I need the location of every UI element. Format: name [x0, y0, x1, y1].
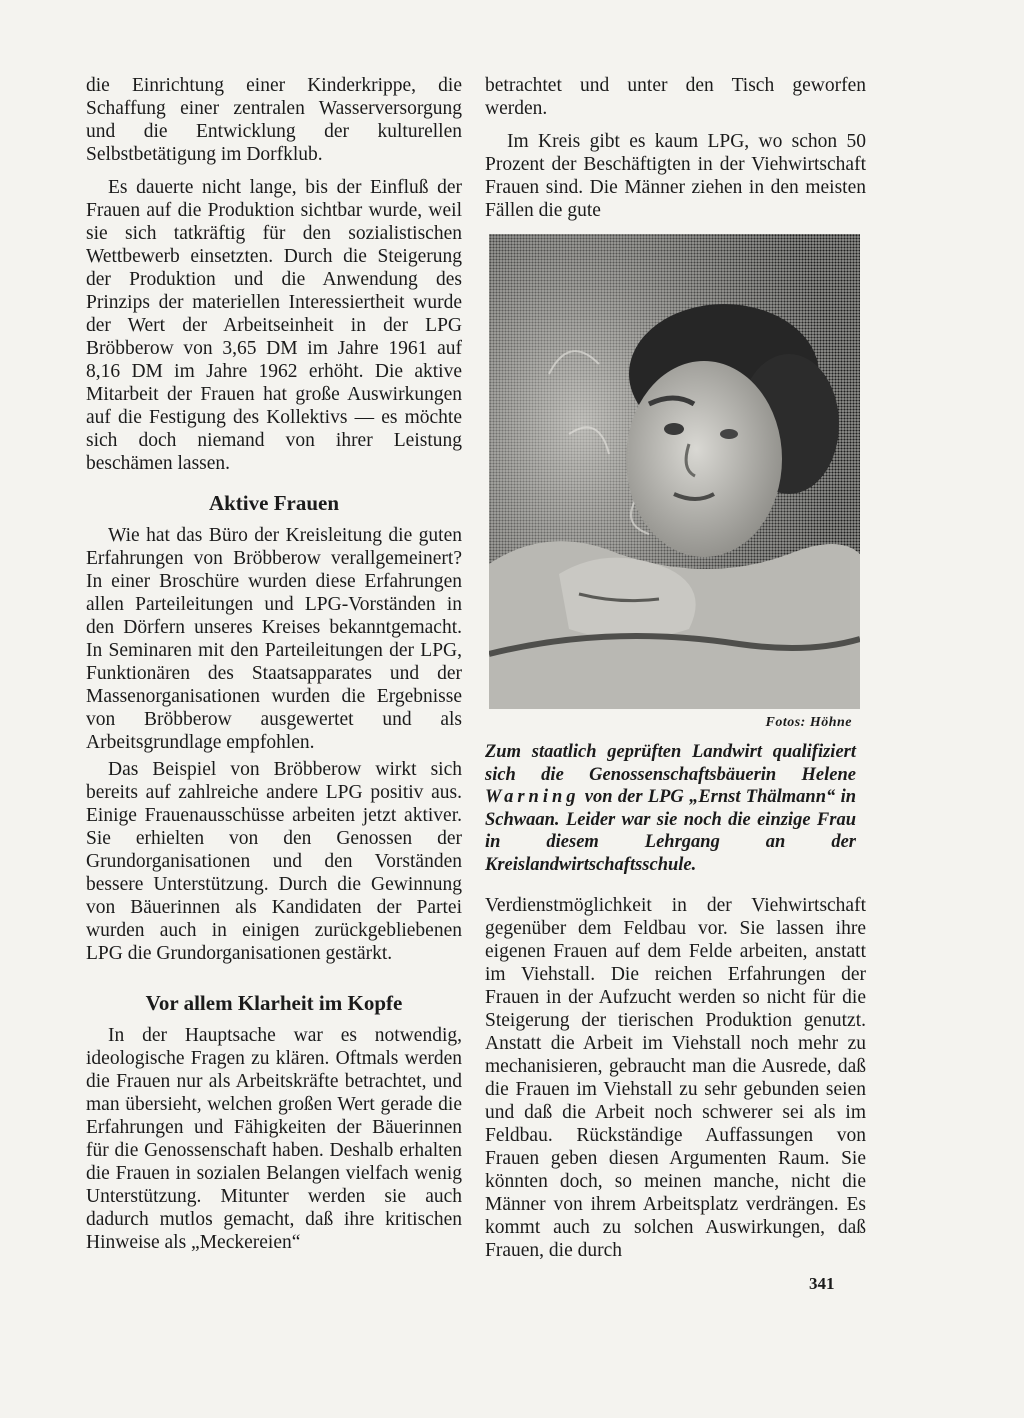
right-column: [485, 74, 866, 1272]
paragraph-beispiel: Das Beispiel von Bröbberow wirkt sich bereits auf zahlreiche andere LPG positiv aus. Einige Frauenausschüsse arbeiten jetzt aktiver. Sie erhielten von den Genossen der Grundorganisationen und den Vorständen bessere Unterstützung. Durch die Gewinnung von Bäuerinnen als Kandidaten der Partei wurden auch in einigen zurückgebliebenen LPG die Grundorganisationen gestärkt.: [86, 759, 462, 964]
portrait-illustration: [489, 234, 860, 709]
paragraph-hauptsache: In der Hauptsache war es notwendig, ideologische Fragen zu klären. Oftmals werden die Frauen nur als Arbeitskräfte betrachtet, und man übersieht, welchen großen Wert gerade die Erfahrungen und Fähigkeiten der Bäuerinnen für die Genossenschaft haben. Deshalb erhalten die Frauen in sozialen Belangen vielfach wenig Unterstützung. Mitunter werden sie auch dadurch mutlos gemacht, daß ihre kritischen Hinweise als „Meckereien“: [86, 1025, 462, 1253]
paragraph-continued: betrachtet und unter den Tisch geworfen werden.: [485, 75, 866, 119]
photo-caption: [485, 741, 856, 876]
heading-aktive-frauen: Aktive Frauen: [208, 491, 340, 515]
paragraph-einfluss: Es dauerte nicht lange, bis der Einfluß der Frauen auf die Produktion sichtbar wurde, weil sie sich tatkräftig für den sozialistischen Wettbewerb einsetzten. Durch die Steigerung der Produktion und die Anwendung des Prinzips der materiellen Interessiertheit wurde der Wert der Arbeitseinheit in der LPG Bröbberow von 3,65 DM im Jahre 1961 auf 8,16 DM im Jahre 1962 erhöht. Die aktive Mitarbeit der Frauen hat große Auswirkungen auf die Festigung des Kollektivs — es möchte sich doch niemand von ihrer Leistung beschämen lassen.: [86, 177, 462, 474]
caption-name: Warning: [485, 787, 580, 807]
photo-credit: Fotos: Höhne: [765, 715, 852, 730]
paragraph-kreisleitung: Wie hat das Büro der Kreisleitung die guten Erfahrungen von Bröbberow verallgemeinert? In einer Broschüre wurden diese Erfahrungen allen Parteileitungen und LPG-Vorständen in den Dörfern unseres Kreises bekanntgemacht. In Seminaren mit den Parteileitungen der LPG, Funktionären des Staatsapparates und der Massenorganisationen wurden die Ergebnisse von Bröbberow ausgewertet und als Arbeitsgrundlage empfohlen.: [86, 525, 462, 753]
heading-klarheit: Vor allem Klarheit im Kopfe: [145, 991, 403, 1015]
caption-text-start: Zum staatlich geprüften Landwirt qualifiziert sich die Genossenschaftsbäuerin Helene: [485, 742, 856, 785]
left-column: [86, 74, 462, 1264]
caption-text-end: von der LPG „Ernst Thälmann“ in Schwaan. Leider war sie noch die einzige Frau in diesem Lehrgang an der Kreislandwirtschaftsschule.: [485, 787, 856, 875]
paragraph-verdienst: Verdienstmöglichkeit in der Viehwirtschaft gegenüber dem Feldbau vor. Sie lassen ihre eigenen Frauen auf dem Felde arbeiten, anstatt im Viehstall. Die reichen Erfahrungen der Frauen in der Aufzucht werden so nicht für die Steigerung der tierischen Produktion genutzt. Anstatt die Arbeit im Viehstall noch mehr zu mechanisieren, gebraucht man die Ausrede, daß die Frauen im Viehstall zu sehr gebunden seien und daß die Arbeit noch schwerer sei als im Feldbau. Rückständige Auffassungen von Frauen geben diesen Argumenten Raum. Sie könnten doch, so meinen manche, nicht die Männer von ihrem Arbeitsplatz verdrängen. Es kommt auch zu solchen Auswirkungen, daß Frauen, die durch: [485, 895, 866, 1261]
paragraph-kreis: Im Kreis gibt es kaum LPG, wo schon 50 Prozent der Beschäftigten in der Viehwirtschaft Frauen sind. Die Männer ziehen in den meisten Fällen die gute: [485, 131, 866, 221]
paragraph-intro: die Einrichtung einer Kinderkrippe, die Schaffung einer zentralen Wasserversorgung und die Entwicklung der kulturellen Selbstbetätigung im Dorfklub.: [86, 75, 462, 165]
portrait-photo: [489, 234, 860, 709]
page-number: 341: [809, 1274, 835, 1293]
